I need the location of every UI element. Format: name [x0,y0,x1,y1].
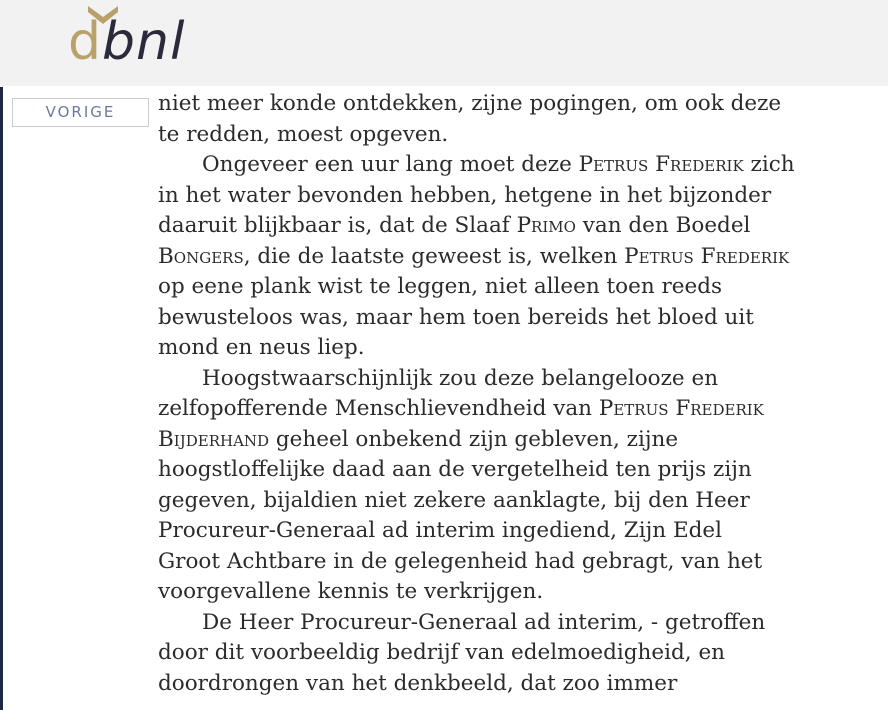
text-segment: in het water bevonden hebben, hetgene in het bijzonder [158,182,772,208]
logo-d: d [68,12,102,72]
text-segment: Ongeveer een uur lang moet deze [202,152,579,177]
text-line [158,425,878,456]
name-smallcaps: Bijderhand [158,426,270,452]
text-line [158,669,878,700]
text-segment: gegeven, bijaldien niet zekere aanklagte, bij den Heer [158,487,750,513]
text-segment: te redden, moest opgeven. [158,121,449,147]
left-border [0,87,3,710]
text-segment: Hoogstwaarschijnlijk zou deze belangelooze en [202,365,719,391]
logo-bnl: bnl [102,12,186,72]
text-segment: doordrongen van het denkbeeld, dat zoo immer [158,670,678,696]
text-segment: De Heer Procureur-Generaal ad interim, - getroffen [202,609,766,635]
site-header [0,0,888,86]
text-line [158,333,878,364]
name-smallcaps: Petrus Frederik [598,396,764,421]
text-segment: door dit voorbeeldig bedrijf van edelmoedigheid, en [158,640,726,665]
text-line [158,547,878,578]
text-line [158,120,878,151]
text-line [158,211,878,242]
text-segment: Procureur-Generaal ad interim ingediend, Zijn Edel [158,518,723,543]
name-smallcaps: Petrus Frederik [578,152,744,177]
text-line [158,89,878,120]
dbnl-logo[interactable] [68,2,198,72]
text-line [158,608,878,639]
text-line [158,150,878,181]
text-line [158,516,878,547]
text-line [158,242,878,273]
text-segment: geheel onbekend zijn gebleven, zijne [269,426,679,452]
text-segment: mond en neus liep. [158,335,365,360]
text-segment: bewusteloos was, maar hem toen bereids het bloed uit [158,304,754,330]
name-smallcaps: Petrus Frederik [624,243,790,269]
text-line [158,486,878,517]
text-segment: zich [743,152,795,177]
previous-button[interactable]: VORIGE [12,98,149,127]
name-smallcaps: Bongers [158,243,244,269]
text-line [158,181,878,212]
text-segment: van den Boedel [575,213,751,238]
text-segment: , die de laatste geweest is, welken [243,243,625,269]
document-text [158,89,878,699]
text-segment: zelfopofferende Menschlievendheid van [158,396,599,421]
text-line [158,394,878,425]
text-line [158,272,878,303]
text-line [158,364,878,395]
text-segment: Groot Achtbare in de gelegenheid had gebragt, van het [158,548,763,574]
text-segment: daaruit blijkbaar is, dat de Slaaf [158,213,517,238]
text-line [158,455,878,486]
text-segment: niet meer konde ontdekken, zijne pogingen, om ook deze [158,91,782,116]
text-line [158,577,878,608]
text-line [158,638,878,669]
text-segment: hoogstloffelijke daad aan de vergetelheid ten prijs zijn [158,457,752,482]
text-line [158,303,878,334]
text-segment: voorgevallene kennis te verkrijgen. [158,579,544,604]
text-segment: op eene plank wist te leggen, niet alleen toen reeds [158,274,723,299]
name-smallcaps: Primo [516,213,576,238]
